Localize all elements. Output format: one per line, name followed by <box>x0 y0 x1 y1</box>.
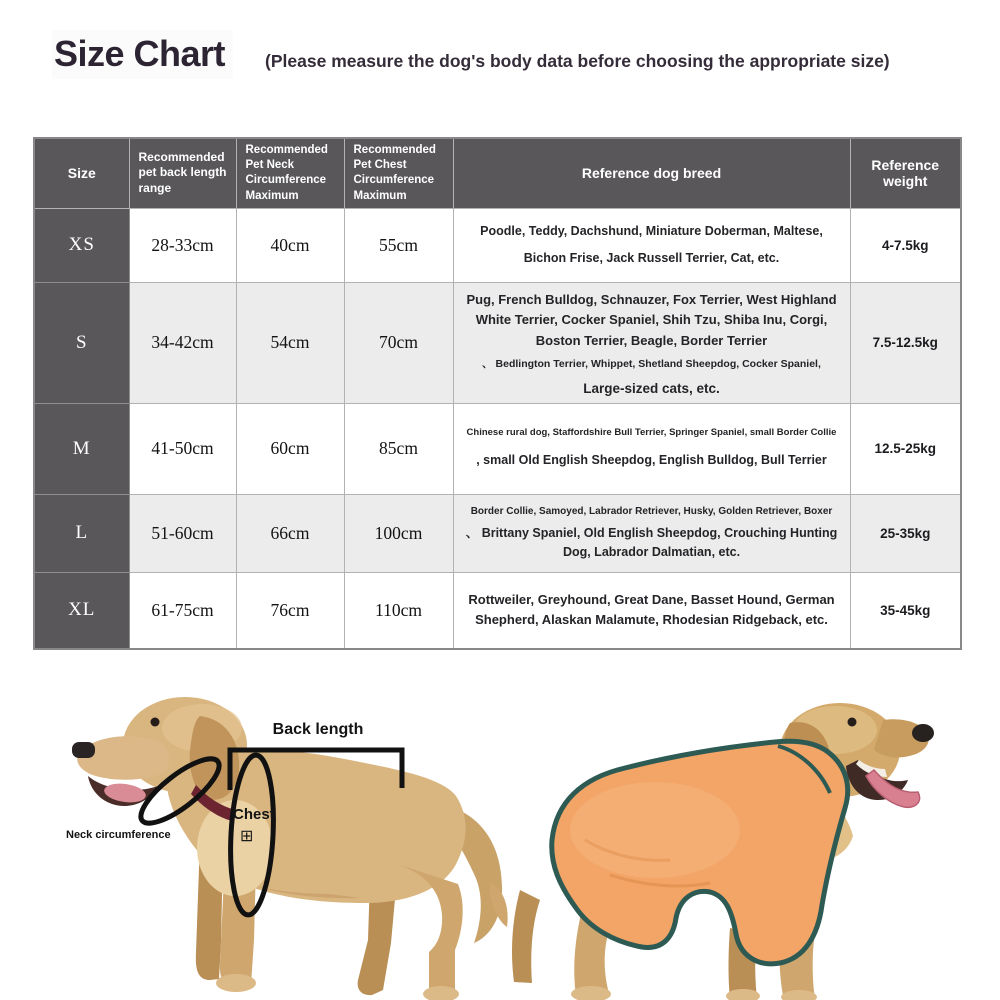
column-header-chest-circumference: Recommended Pet Chest Circumference Maximum <box>344 138 453 208</box>
back-length-cell: 61-75cm <box>129 572 236 649</box>
neck-max-cell: 54cm <box>236 282 344 403</box>
neck-max-cell: 60cm <box>236 403 344 494</box>
table-row-xs <box>34 208 961 282</box>
breed-line: Poodle, Teddy, Dachshund, Miniature Doberman, Maltese, Bichon Frise, Jack Russell Terrier, Cat, etc. <box>480 223 823 266</box>
neck-max-cell: 40cm <box>236 208 344 282</box>
chest-max-cell: 100cm <box>344 494 453 572</box>
column-header-size: Size <box>34 138 129 208</box>
size-cell: S <box>34 282 129 403</box>
page-title: Size Chart <box>52 30 233 79</box>
breed-cell <box>453 208 850 282</box>
size-cell: XS <box>34 208 129 282</box>
robe-dog-illustration <box>490 690 1000 1000</box>
dog-eye <box>151 718 160 727</box>
chest-max-cell: 55cm <box>344 208 453 282</box>
neck-max-cell: 76cm <box>236 572 344 649</box>
table-row-xl <box>34 572 961 649</box>
chest-max-cell: 110cm <box>344 572 453 649</box>
robe-dog-nose <box>912 724 934 742</box>
neck-circumference-label: Neck circumference <box>66 829 171 841</box>
table-row-s <box>34 282 961 403</box>
robe-dog-eye <box>848 718 857 727</box>
column-header-back-length: Recommended pet back length range <box>129 138 236 208</box>
weight-cell: 35-45kg <box>850 572 961 649</box>
breed-cell <box>453 572 850 649</box>
robe-dog-tongue <box>866 770 920 807</box>
breed-cell <box>453 282 850 403</box>
size-cell: M <box>34 403 129 494</box>
back-length-cell: 28-33cm <box>129 208 236 282</box>
breed-line: 、 Bedlington Terrier, Whippet, Shetland Sheepdog, Cocker Spaniel, <box>482 358 821 371</box>
back-length-cell: 51-60cm <box>129 494 236 572</box>
back-length-label: Back length <box>272 721 364 738</box>
breed-line: Chinese rural dog, Staffordshire Bull Terrier, Springer Spaniel, small Border Collie <box>466 427 837 439</box>
size-table <box>33 137 962 650</box>
chest-max-cell: 70cm <box>344 282 453 403</box>
measure-icon: ⊞ <box>240 828 254 845</box>
table-header-row <box>34 138 961 208</box>
robe-dog-svg <box>490 690 1000 1000</box>
column-header-neck-circumference: Recommended Pet Neck Circumference Maximum <box>236 138 344 208</box>
page-subtitle: (Please measure the dog's body data before choosing the appropriate size) <box>265 51 890 72</box>
breed-line: , small Old English Sheepdog, English Bulldog, Bull Terrier <box>476 453 827 468</box>
size-cell: XL <box>34 572 129 649</box>
weight-cell: 12.5-25kg <box>850 403 961 494</box>
chest-label: Chest <box>233 806 275 823</box>
back-length-cell: 41-50cm <box>129 403 236 494</box>
breed-line: Border Collie, Samoyed, Labrador Retriever, Husky, Golden Retriever, Boxer <box>470 505 833 517</box>
back-length-cell: 34-42cm <box>129 282 236 403</box>
breed-line: Large-sized cats, etc. <box>583 380 720 396</box>
breed-cell <box>453 403 850 494</box>
breed-line: 、 Brittany Spaniel, Old English Sheepdog, Crouching Hunting Dog, Labrador Dalmatian, etc. <box>465 525 838 559</box>
table-row-m <box>34 403 961 494</box>
title-row <box>52 30 890 79</box>
table-row-l <box>34 494 961 572</box>
figure-area <box>0 690 1000 1000</box>
neck-max-cell: 66cm <box>236 494 344 572</box>
dog-nose <box>72 742 95 758</box>
chest-max-cell: 85cm <box>344 403 453 494</box>
column-header-weight: Reference weight <box>850 138 961 208</box>
size-cell: L <box>34 494 129 572</box>
breed-line: Rottweiler, Greyhound, Great Dane, Basset Hound, German Shepherd, Alaskan Malamute, Rhodesian Ridgeback, etc. <box>468 592 835 628</box>
weight-cell: 7.5-12.5kg <box>850 282 961 403</box>
breed-cell <box>453 494 850 572</box>
weight-cell: 4-7.5kg <box>850 208 961 282</box>
weight-cell: 25-35kg <box>850 494 961 572</box>
column-header-breed: Reference dog breed <box>453 138 850 208</box>
breed-line: Pug, French Bulldog, Schnauzer, Fox Terrier, West Highland White Terrier, Cocker Spaniel, Shih Tzu, Shiba Inu, Corgi, Boston Terrier, Beagle, Border Terrier <box>466 291 837 349</box>
